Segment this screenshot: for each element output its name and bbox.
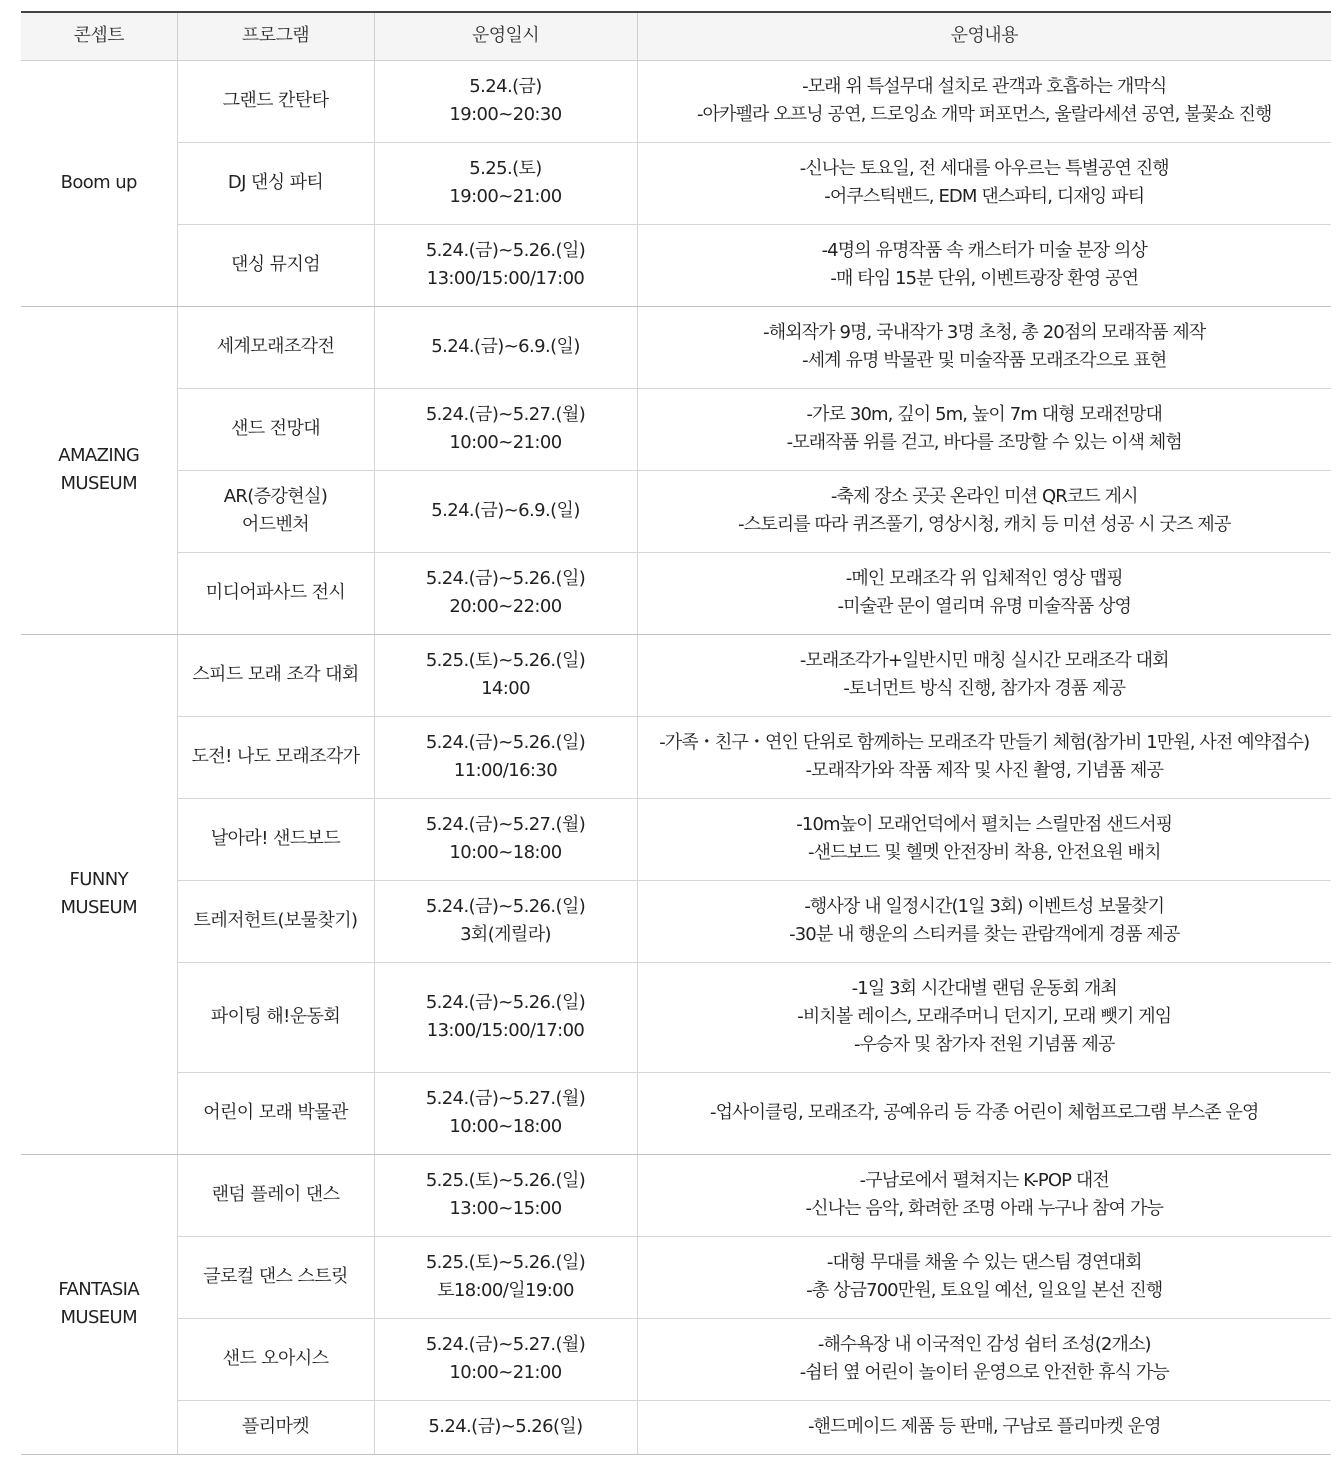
- table-row: [21, 1318, 1331, 1400]
- content-line: -4명의 유명작품 속 캐스터가 미술 분장 의상: [821, 240, 1147, 261]
- table-row: [21, 60, 1331, 142]
- program-cell: [177, 1072, 374, 1154]
- program-cell: [177, 142, 374, 224]
- program-cell: [177, 962, 374, 1072]
- content-line: -30분 내 행운의 스티커를 찾는 관람객에게 경품 제공: [789, 924, 1180, 945]
- program-line: AR(증강현실): [223, 486, 328, 507]
- datetime-cell: [374, 880, 637, 962]
- table-body: [21, 60, 1331, 1454]
- datetime-line: 5.24.(금)~6.9.(일): [431, 500, 580, 521]
- header-row: [21, 12, 1331, 60]
- concept-label: Boom up: [60, 172, 137, 193]
- program-line: 세계모래조각전: [216, 336, 335, 357]
- datetime-cell: [374, 60, 637, 142]
- concept-cell: [21, 634, 177, 1154]
- content-line: -10m높이 모래언덕에서 펼치는 스릴만점 샌드서핑: [796, 814, 1173, 835]
- table-row: [21, 962, 1331, 1072]
- datetime-cell: [374, 388, 637, 470]
- table-row: [21, 880, 1331, 962]
- content-line: -아카펠라 오프닝 공연, 드로잉쇼 개막 퍼포먼스, 울랄라세션 공연, 불꽃쇼 진행: [696, 104, 1272, 125]
- program-cell: [177, 470, 374, 552]
- datetime-line: 5.24.(금): [469, 76, 542, 97]
- program-line: 날아라! 샌드보드: [210, 828, 341, 849]
- datetime-line: 10:00~21:00: [449, 1362, 562, 1383]
- datetime-cell: [374, 1072, 637, 1154]
- datetime-line: 13:00/15:00/17:00: [426, 268, 585, 289]
- content-line: -비치볼 레이스, 모래주머니 던지기, 모래 뺏기 게임: [797, 1006, 1172, 1027]
- concept-label: MUSEUM: [60, 473, 138, 494]
- program-line: 랜덤 플레이 댄스: [211, 1184, 340, 1205]
- schedule-table: [21, 11, 1331, 1455]
- content-cell: [637, 388, 1331, 470]
- content-line: -세계 유명 박물관 및 미술작품 모래조각으로 표현: [802, 350, 1167, 371]
- datetime-line: 10:00~18:00: [449, 842, 562, 863]
- datetime-line: 10:00~21:00: [449, 432, 562, 453]
- table-row: [21, 224, 1331, 306]
- program-line: 스피드 모래 조각 대회: [192, 664, 359, 685]
- program-line: 글로컬 댄스 스트릿: [203, 1266, 348, 1287]
- table-row: [21, 142, 1331, 224]
- content-cell: [637, 142, 1331, 224]
- datetime-cell: [374, 552, 637, 634]
- content-line: -대형 무대를 채울 수 있는 댄스팀 경연대회: [826, 1252, 1142, 1273]
- content-line: -업사이클링, 모래조각, 공예유리 등 각종 어린이 체험프로그램 부스존 운영: [710, 1102, 1259, 1123]
- datetime-cell: [374, 798, 637, 880]
- datetime-line: 5.25.(토)~5.26.(일): [425, 650, 586, 671]
- program-cell: [177, 306, 374, 388]
- table-row: [21, 470, 1331, 552]
- program-cell: [177, 1236, 374, 1318]
- program-line: 댄싱 뮤지엄: [230, 254, 321, 275]
- program-cell: [177, 716, 374, 798]
- program-cell: [177, 1154, 374, 1236]
- datetime-line: 5.24.(금)~5.27.(월): [425, 404, 586, 425]
- content-line: -가족・친구・연인 단위로 함께하는 모래조각 만들기 체험(참가비 1만원, 사전 예약접수): [659, 732, 1310, 753]
- datetime-line: 5.24.(금)~5.26.(일): [425, 240, 586, 261]
- table-row: [21, 1400, 1331, 1454]
- datetime-line: 토18:00/일19:00: [437, 1280, 574, 1301]
- datetime-cell: [374, 1318, 637, 1400]
- content-line: -구남로에서 펼쳐지는 K-POP 대전: [859, 1170, 1109, 1191]
- concept-label: MUSEUM: [60, 897, 138, 918]
- datetime-line: 5.24.(금)~5.27.(월): [425, 814, 586, 835]
- datetime-line: 5.24.(금)~6.9.(일): [431, 336, 580, 357]
- datetime-line: 10:00~18:00: [449, 1116, 562, 1137]
- table-row: [21, 552, 1331, 634]
- content-line: -쉼터 옆 어린이 놀이터 운영으로 안전한 휴식 가능: [799, 1362, 1169, 1383]
- datetime-line: 19:00~21:00: [449, 186, 562, 207]
- datetime-cell: [374, 1236, 637, 1318]
- content-cell: [637, 1236, 1331, 1318]
- concept-cell: [21, 60, 177, 306]
- datetime-line: 11:00/16:30: [453, 760, 558, 781]
- content-line: -행사장 내 일정시간(1일 3회) 이벤트성 보물찾기: [804, 896, 1165, 917]
- datetime-cell: [374, 716, 637, 798]
- content-cell: [637, 470, 1331, 552]
- content-cell: [637, 60, 1331, 142]
- datetime-line: 5.24.(금)~5.26(일): [428, 1416, 583, 1437]
- content-line: -신나는 토요일, 전 세대를 아우르는 특별공연 진행: [799, 158, 1169, 179]
- content-line: -스토리를 따라 퀴즈풀기, 영상시청, 캐치 등 미션 성공 시 굿즈 제공: [738, 514, 1231, 535]
- program-line: 파이팅 해!운동회: [210, 1006, 341, 1027]
- concept-label: FUNNY: [69, 869, 128, 890]
- content-line: -토너먼트 방식 진행, 참가자 경품 제공: [843, 678, 1126, 699]
- program-line: 어린이 모래 박물관: [203, 1102, 348, 1123]
- table-row: [21, 1154, 1331, 1236]
- content-cell: [637, 1072, 1331, 1154]
- content-cell: [637, 880, 1331, 962]
- content-cell: [637, 634, 1331, 716]
- datetime-line: 3회(게릴라): [460, 924, 551, 945]
- content-line: -모래작품 위를 걷고, 바다를 조망할 수 있는 이색 체험: [786, 432, 1182, 453]
- content-line: -모래조각가+일반시민 매칭 실시간 모래조각 대회: [799, 650, 1169, 671]
- content-line: -해수욕장 내 이국적인 감성 쉼터 조성(2개소): [817, 1334, 1151, 1355]
- table-row: [21, 634, 1331, 716]
- content-line: -신나는 음악, 화려한 조명 아래 누구나 참여 가능: [805, 1198, 1163, 1219]
- datetime-cell: [374, 1154, 637, 1236]
- content-cell: [637, 224, 1331, 306]
- program-cell: [177, 224, 374, 306]
- content-line: -미술관 문이 열리며 유명 미술작품 상영: [837, 596, 1131, 617]
- concept-cell: [21, 1154, 177, 1454]
- content-line: -샌드보드 및 헬멧 안전장비 착용, 안전요원 배치: [807, 842, 1161, 863]
- program-line: 도전! 나도 모래조각가: [191, 746, 360, 767]
- content-cell: [637, 962, 1331, 1072]
- content-line: -메인 모래조각 위 입체적인 영상 맵핑: [845, 568, 1123, 589]
- datetime-line: 5.24.(금)~5.26.(일): [425, 896, 586, 917]
- program-cell: [177, 60, 374, 142]
- concept-label: FANTASIA: [58, 1279, 140, 1300]
- datetime-line: 5.24.(금)~5.26.(일): [425, 568, 586, 589]
- content-cell: [637, 798, 1331, 880]
- program-cell: [177, 1318, 374, 1400]
- program-line: 미디어파사드 전시: [205, 582, 346, 603]
- program-line: 어드벤처: [241, 514, 310, 535]
- datetime-line: 5.24.(금)~5.26.(일): [425, 732, 586, 753]
- datetime-cell: [374, 142, 637, 224]
- concept-label: AMAZING: [58, 445, 140, 466]
- datetime-line: 5.24.(금)~5.27.(월): [425, 1088, 586, 1109]
- content-line: -핸드메이드 제품 등 판매, 구남로 플리마켓 운영: [807, 1416, 1161, 1437]
- header-concept: 콘셉트: [21, 12, 177, 60]
- program-cell: [177, 1400, 374, 1454]
- datetime-line: 5.24.(금)~5.27.(월): [425, 1334, 586, 1355]
- program-line: 그랜드 칸탄타: [222, 90, 329, 111]
- program-cell: [177, 552, 374, 634]
- table-header: [21, 12, 1331, 60]
- concept-cell: [21, 306, 177, 634]
- datetime-line: 5.25.(토)~5.26.(일): [425, 1170, 586, 1191]
- content-cell: [637, 1154, 1331, 1236]
- datetime-cell: [374, 1400, 637, 1454]
- program-line: 플리마켓: [241, 1416, 310, 1437]
- content-cell: [637, 1400, 1331, 1454]
- datetime-line: 13:00/15:00/17:00: [426, 1020, 585, 1041]
- datetime-line: 20:00~22:00: [449, 596, 562, 617]
- datetime-line: 5.25.(토): [469, 158, 542, 179]
- table-row: [21, 798, 1331, 880]
- program-cell: [177, 798, 374, 880]
- content-line: -총 상금700만원, 토요일 예선, 일요일 본선 진행: [806, 1280, 1163, 1301]
- header-program: 프로그램: [177, 12, 374, 60]
- table-row: [21, 716, 1331, 798]
- datetime-line: 19:00~20:30: [449, 104, 562, 125]
- table-row: [21, 306, 1331, 388]
- datetime-cell: [374, 224, 637, 306]
- datetime-cell: [374, 470, 637, 552]
- content-cell: [637, 552, 1331, 634]
- content-cell: [637, 716, 1331, 798]
- program-line: DJ 댄싱 파티: [227, 172, 324, 193]
- content-line: -어쿠스틱밴드, EDM 댄스파티, 디재잉 파티: [824, 186, 1145, 207]
- datetime-line: 5.24.(금)~5.26.(일): [425, 992, 586, 1013]
- content-cell: [637, 306, 1331, 388]
- content-line: -모래작가와 작품 제작 및 사진 촬영, 기념품 제공: [805, 760, 1163, 781]
- program-line: 샌드 전망대: [230, 418, 321, 439]
- datetime-cell: [374, 306, 637, 388]
- concept-label: MUSEUM: [60, 1307, 138, 1328]
- datetime-cell: [374, 634, 637, 716]
- table-row: [21, 388, 1331, 470]
- content-line: -1일 3회 시간대별 랜덤 운동회 개최: [851, 978, 1117, 999]
- content-cell: [637, 1318, 1331, 1400]
- program-cell: [177, 880, 374, 962]
- content-line: -모래 위 특설무대 설치로 관객과 호흡하는 개막식: [802, 76, 1167, 97]
- datetime-line: 5.25.(토)~5.26.(일): [425, 1252, 586, 1273]
- header-content: 운영내용: [637, 12, 1331, 60]
- content-line: -해외작가 9명, 국내작가 3명 초청, 총 20점의 모래작품 제작: [763, 322, 1206, 343]
- table-row: [21, 1072, 1331, 1154]
- program-cell: [177, 634, 374, 716]
- content-line: -축제 장소 곳곳 온라인 미션 QR코드 게시: [830, 486, 1138, 507]
- datetime-cell: [374, 962, 637, 1072]
- table-row: [21, 1236, 1331, 1318]
- program-line: 트레저헌트(보물찾기): [193, 910, 358, 931]
- program-line: 샌드 오아시스: [222, 1348, 329, 1369]
- header-datetime: 운영일시: [374, 12, 637, 60]
- content-line: -우승자 및 참가자 전원 기념품 제공: [853, 1034, 1115, 1055]
- program-cell: [177, 388, 374, 470]
- content-line: -가로 30m, 깊이 5m, 높이 7m 대형 모래전망대: [806, 404, 1162, 425]
- datetime-line: 13:00~15:00: [449, 1198, 562, 1219]
- content-line: -매 타임 15분 단위, 이벤트광장 환영 공연: [830, 268, 1139, 289]
- datetime-line: 14:00: [481, 678, 530, 699]
